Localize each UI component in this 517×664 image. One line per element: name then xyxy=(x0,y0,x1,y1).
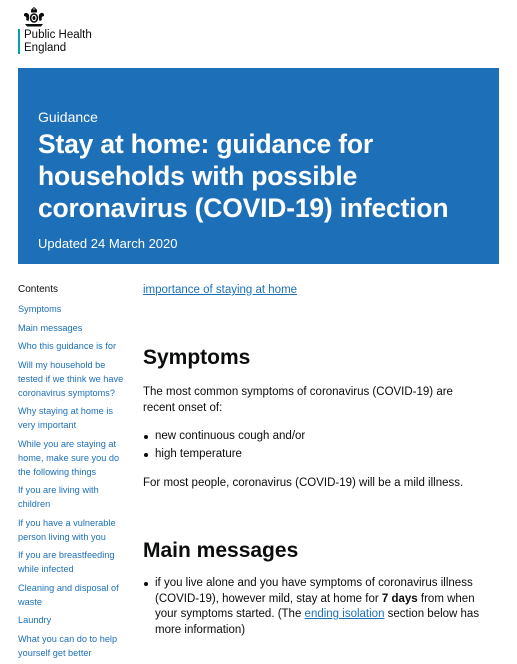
symptom-item: new continuous cough and/or xyxy=(143,429,483,445)
contents-link-get-better[interactable]: What you can do to help yourself get better xyxy=(18,633,118,658)
contents-link-vulnerable-person[interactable]: If you have a vulnerable person living with you xyxy=(18,517,116,542)
main-message-text-2: from when your symptoms started. (The xyxy=(155,592,475,620)
symptoms-list xyxy=(143,429,483,462)
symptoms-note: For most people, coronavirus (COVID-19) will be a mild illness. xyxy=(143,477,464,489)
symptoms-intro: The most common symptoms of coronavirus (COVID-19) are recent onset of: xyxy=(143,386,453,414)
main-message-text-1: if you live alone and you have symptoms of coronavirus illness (COVID-19), however mild, stay at home for xyxy=(155,577,473,605)
org-name-line1: Public Health xyxy=(24,29,92,41)
contents-link-laundry[interactable]: Laundry xyxy=(18,615,52,625)
updated-date: Updated 24 March 2020 xyxy=(38,236,178,251)
document-type: Guidance xyxy=(38,109,98,125)
contents-nav xyxy=(18,283,128,664)
organisation-name xyxy=(18,29,92,54)
page-title: Stay at home: guidance for households with possible coronavirus (COVID-19) infection xyxy=(38,129,449,223)
contents-link-who-this-is-for[interactable]: Who this guidance is for xyxy=(18,341,117,351)
contents-link-why-stay-home[interactable]: Why staying at home is very important xyxy=(18,406,113,430)
contents-link-living-with-children[interactable]: If you are living with children xyxy=(18,485,99,509)
title-banner xyxy=(18,68,499,264)
symptoms-heading: Symptoms xyxy=(143,346,251,369)
contents-link-breastfeeding[interactable]: If you are breastfeeding while infected xyxy=(18,550,115,574)
symptom-item: high temperature xyxy=(143,447,483,463)
contents-link-testing[interactable]: Will my household be tested if we think we have coronavirus symptoms? xyxy=(18,359,124,398)
main-message-text-3: section below has more information) xyxy=(155,608,480,636)
org-name-line2: England xyxy=(24,41,67,54)
importance-of-staying-home-link[interactable]: importance of staying at home xyxy=(143,284,298,296)
contents-link-cleaning-waste[interactable]: Cleaning and disposal of waste xyxy=(18,582,119,607)
isolation-days: 7 days xyxy=(381,592,418,605)
main-messages-list xyxy=(143,576,483,638)
main-message-item xyxy=(143,576,483,638)
contents-link-main-messages[interactable]: Main messages xyxy=(18,322,83,333)
contents-link-while-staying-home[interactable]: While you are staying at home, make sure you do the following things xyxy=(18,438,120,477)
contents-link-symptoms[interactable]: Symptoms xyxy=(18,304,62,314)
phe-logo[interactable] xyxy=(18,7,92,54)
royal-crest-icon xyxy=(22,7,46,27)
contents-heading: Contents xyxy=(18,284,59,295)
main-messages-heading: Main messages xyxy=(143,539,299,562)
ending-isolation-link[interactable]: ending isolation xyxy=(304,608,385,620)
